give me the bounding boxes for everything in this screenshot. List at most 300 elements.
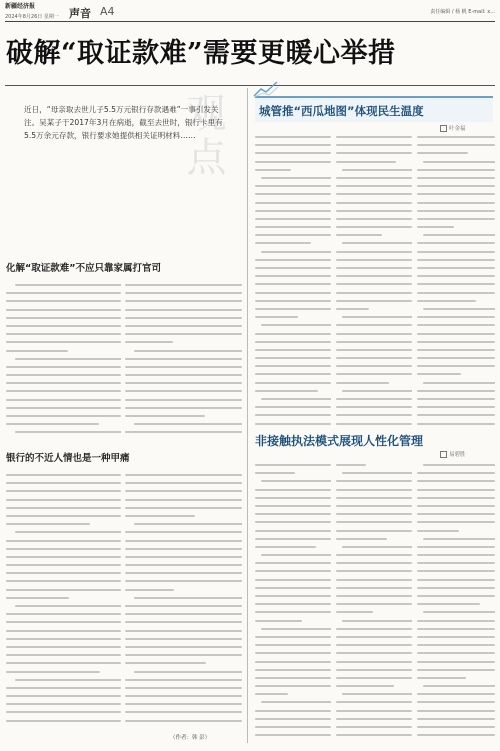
- right-article-2-col-b: [336, 462, 412, 742]
- text-line: [255, 390, 318, 392]
- text-line: [417, 390, 495, 392]
- text-line: [417, 144, 495, 146]
- left-subhead-2: 银行的不近人情也是一种甲痛: [6, 453, 130, 464]
- text-line: [125, 490, 242, 492]
- text-line: [125, 482, 242, 484]
- text-line: [336, 636, 412, 638]
- text-line: [417, 226, 454, 228]
- text-line: [417, 275, 495, 277]
- text-line: [417, 267, 495, 269]
- text-line: [255, 562, 331, 564]
- text-line: [417, 169, 495, 171]
- text-line: [255, 185, 331, 187]
- left-article-1-col-a: [6, 282, 121, 442]
- right-article-2-col-c: [417, 462, 495, 742]
- text-line: [125, 292, 242, 294]
- text-line: [125, 638, 242, 640]
- text-line: [125, 382, 242, 384]
- text-line: [255, 710, 331, 712]
- text-line: [336, 144, 412, 146]
- text-line: [417, 652, 495, 654]
- text-line: [336, 538, 387, 540]
- text-line: [261, 480, 331, 482]
- text-line: [342, 620, 412, 622]
- text-line: [342, 472, 412, 474]
- text-line: [423, 161, 495, 163]
- text-line: [336, 423, 412, 425]
- text-line: [6, 423, 99, 425]
- text-line: [417, 472, 495, 474]
- text-line: [417, 669, 495, 671]
- text-line: [336, 414, 412, 416]
- text-line: [255, 341, 331, 343]
- text-line: [125, 646, 242, 648]
- text-line: [342, 242, 412, 244]
- text-line: [125, 284, 242, 286]
- text-line: [6, 597, 69, 599]
- text-line: [336, 136, 412, 138]
- text-line: [417, 489, 495, 491]
- text-line: [417, 202, 495, 204]
- text-line: [336, 349, 412, 351]
- text-line: [417, 300, 476, 302]
- text-line: [6, 300, 121, 302]
- text-line: [417, 546, 495, 548]
- text-line: [336, 685, 394, 687]
- text-line: [125, 507, 242, 509]
- text-line: [6, 415, 121, 417]
- text-line: [125, 687, 242, 689]
- text-line: [417, 620, 495, 622]
- text-line: [6, 309, 121, 311]
- text-line: [255, 603, 331, 605]
- text-line: [336, 300, 412, 302]
- text-line: [336, 628, 412, 630]
- text-line: [336, 324, 412, 326]
- text-line: [336, 513, 412, 515]
- text-line: [6, 580, 121, 582]
- text-line: [255, 693, 288, 695]
- text-line: [336, 333, 412, 335]
- text-line: [6, 399, 121, 401]
- headline-rule: [5, 85, 495, 86]
- text-line: [417, 185, 495, 187]
- text-line: [125, 374, 242, 376]
- text-line: [255, 472, 295, 474]
- text-line: [336, 398, 412, 400]
- text-line: [255, 365, 331, 367]
- text-line: [6, 325, 121, 327]
- text-line: [6, 317, 121, 319]
- text-line: [417, 530, 459, 532]
- newspaper-logo: 新疆经济报: [5, 3, 36, 10]
- text-line: [255, 275, 331, 277]
- text-line: [134, 350, 242, 352]
- text-line: [261, 554, 331, 556]
- text-line: [6, 490, 121, 492]
- text-line: [6, 333, 121, 335]
- section-name: 声音: [69, 7, 91, 20]
- text-line: [261, 177, 331, 179]
- text-line: [6, 474, 121, 476]
- text-line: [423, 685, 495, 687]
- text-line: [125, 325, 242, 327]
- text-line: [15, 284, 121, 286]
- text-line: [255, 595, 331, 597]
- text-line: [417, 398, 495, 400]
- text-line: [417, 316, 495, 318]
- text-line: [417, 521, 495, 523]
- text-line: [423, 234, 495, 236]
- text-line: [15, 605, 121, 607]
- text-line: [255, 464, 331, 466]
- column-divider: [247, 88, 248, 743]
- text-line: [336, 595, 412, 597]
- text-line: [417, 636, 495, 638]
- text-line: [125, 564, 242, 566]
- right-author-1: 叶金福: [440, 124, 466, 132]
- right-article-1-title: 城管推“西瓜地图”体现民生温度: [259, 104, 424, 118]
- text-line: [336, 530, 412, 532]
- text-line: [336, 210, 412, 212]
- text-line: [342, 169, 412, 171]
- text-line: [6, 720, 121, 722]
- text-line: [336, 505, 412, 507]
- text-line: [336, 283, 412, 285]
- text-line: [336, 259, 412, 261]
- text-line: [125, 415, 205, 417]
- text-line: [255, 333, 331, 335]
- text-line: [336, 734, 412, 736]
- text-line: [417, 644, 495, 646]
- text-line: [6, 621, 121, 623]
- text-line: [336, 677, 412, 679]
- text-line: [255, 579, 331, 581]
- text-line: [342, 693, 412, 695]
- text-line: [417, 562, 495, 564]
- text-line: [255, 406, 331, 408]
- text-line: [336, 718, 412, 720]
- text-line: [336, 177, 412, 179]
- text-line: [336, 341, 412, 343]
- text-line: [336, 587, 412, 589]
- text-line: [255, 316, 298, 318]
- text-line: [255, 218, 331, 220]
- text-line: [336, 234, 382, 236]
- text-line: [255, 546, 316, 548]
- text-line: [255, 652, 331, 654]
- text-line: [336, 554, 412, 556]
- text-line: [255, 226, 331, 228]
- text-line: [6, 711, 121, 713]
- text-line: [417, 357, 495, 359]
- text-line: [417, 505, 495, 507]
- left-article-2-col-a: [6, 472, 121, 730]
- text-line: [255, 669, 331, 671]
- text-line: [336, 161, 396, 163]
- text-line: [6, 407, 121, 409]
- text-line: [6, 540, 121, 542]
- text-line: [417, 341, 495, 343]
- text-line: [255, 292, 331, 294]
- right-article-1-col-a: [255, 134, 331, 430]
- text-line: [255, 308, 331, 310]
- text-line: [125, 630, 242, 632]
- text-line: [255, 677, 331, 679]
- right-author-2: 易碧胜: [440, 450, 466, 458]
- text-line: [125, 399, 242, 401]
- text-line: [417, 218, 495, 220]
- text-line: [125, 358, 242, 360]
- text-line: [417, 570, 495, 572]
- text-line: [255, 570, 331, 572]
- text-line: [255, 587, 331, 589]
- text-line: [255, 644, 331, 646]
- text-line: [336, 669, 412, 671]
- text-line: [255, 161, 331, 163]
- text-line: [125, 720, 242, 722]
- text-line: [336, 521, 412, 523]
- text-line: [336, 185, 412, 187]
- text-line: [336, 726, 412, 728]
- text-line: [6, 374, 121, 376]
- text-line: [125, 662, 206, 664]
- text-line: [255, 169, 291, 171]
- left-article-1-col-b: [125, 282, 242, 442]
- text-line: [261, 398, 331, 400]
- text-line: [15, 531, 121, 533]
- text-line: [255, 497, 331, 499]
- text-line: [6, 366, 121, 368]
- main-headline: 破解“取证款难”需要更暖心举措: [6, 38, 396, 69]
- text-line: [417, 554, 495, 556]
- text-line: [125, 695, 242, 697]
- text-line: [255, 234, 331, 236]
- text-line: [6, 382, 121, 384]
- text-line: [417, 373, 461, 375]
- text-line: [336, 406, 412, 408]
- text-line: [255, 193, 331, 195]
- text-line: [125, 341, 173, 343]
- text-line: [15, 679, 121, 681]
- text-line: [336, 661, 412, 663]
- text-line: [125, 366, 242, 368]
- text-line: [6, 523, 90, 525]
- text-line: [255, 210, 331, 212]
- text-line: [125, 548, 242, 550]
- text-line: [336, 603, 412, 605]
- text-line: [336, 275, 412, 277]
- text-line: [417, 734, 495, 736]
- text-line: [423, 382, 495, 384]
- text-line: [125, 711, 242, 713]
- text-line: [336, 292, 412, 294]
- text-line: [255, 152, 331, 154]
- text-line: [255, 521, 331, 523]
- text-line: [417, 283, 495, 285]
- text-line: [255, 538, 331, 540]
- text-line: [342, 390, 412, 392]
- text-line: [417, 661, 495, 663]
- text-line: [134, 523, 242, 525]
- text-line: [6, 350, 68, 352]
- text-line: [417, 349, 495, 351]
- text-line: [336, 373, 412, 375]
- page-header: [5, 3, 495, 22]
- text-line: [255, 734, 331, 736]
- text-line: [125, 556, 242, 558]
- text-line: [255, 636, 331, 638]
- text-line: [125, 605, 242, 607]
- text-line: [255, 414, 331, 416]
- text-line: [125, 540, 242, 542]
- text-line: [125, 300, 242, 302]
- text-line: [6, 556, 121, 558]
- text-line: [125, 613, 242, 615]
- text-line: [336, 357, 412, 359]
- right-article-2-title: 非接触执法模式展现人性化管理: [255, 434, 424, 448]
- text-line: [255, 349, 331, 351]
- text-line: [342, 316, 412, 318]
- text-line: [125, 431, 242, 433]
- text-line: [336, 152, 412, 154]
- text-line: [125, 703, 242, 705]
- intro-watermark: 观点: [180, 92, 226, 180]
- text-line: [125, 474, 242, 476]
- text-line: [417, 701, 495, 703]
- text-line: [134, 423, 242, 425]
- text-line: [417, 177, 495, 179]
- text-line: [255, 136, 331, 138]
- text-line: [417, 693, 495, 695]
- text-line: [6, 499, 121, 501]
- text-line: [6, 613, 121, 615]
- text-line: [336, 251, 412, 253]
- author-box-icon: [440, 125, 447, 132]
- text-line: [336, 701, 412, 703]
- text-line: [134, 671, 242, 673]
- left-subhead-1: 化解“取证款难”不应只靠家属打官司: [6, 263, 161, 274]
- text-line: [255, 202, 331, 204]
- text-line: [423, 464, 495, 466]
- text-line: [6, 630, 121, 632]
- right-article-2-col-a: [255, 462, 331, 742]
- text-line: [255, 423, 331, 425]
- text-line: [6, 671, 100, 673]
- left-article-2-col-b: [125, 472, 242, 728]
- text-line: [125, 309, 242, 311]
- text-line: [417, 242, 495, 244]
- text-line: [255, 357, 331, 359]
- text-line: [6, 572, 121, 574]
- text-line: [336, 267, 412, 269]
- text-line: [255, 283, 331, 285]
- header-editor-info: 责任编辑 / 杨 帆 E-mail: x...: [430, 9, 495, 15]
- text-line: [134, 597, 242, 599]
- text-line: [255, 611, 331, 613]
- text-line: [6, 564, 121, 566]
- text-line: [417, 595, 495, 597]
- text-line: [336, 710, 412, 712]
- text-line: [423, 308, 495, 310]
- text-line: [417, 423, 495, 425]
- text-line: [125, 531, 242, 533]
- text-line: [125, 580, 242, 582]
- text-line: [417, 603, 480, 605]
- text-line: [336, 562, 412, 564]
- text-line: [417, 333, 495, 335]
- text-line: [255, 267, 331, 269]
- text-line: [423, 611, 495, 613]
- text-line: [417, 251, 495, 253]
- text-line: [6, 482, 121, 484]
- text-line: [6, 695, 121, 697]
- text-line: [6, 687, 121, 689]
- text-line: [15, 358, 121, 360]
- text-line: [336, 382, 389, 384]
- text-line: [417, 718, 495, 720]
- text-line: [125, 654, 242, 656]
- text-line: [125, 407, 242, 409]
- text-line: [255, 373, 331, 375]
- text-line: [417, 292, 495, 294]
- rising-lines-icon: [253, 80, 279, 98]
- text-line: [6, 589, 121, 591]
- text-line: [6, 548, 121, 550]
- text-line: [6, 662, 121, 664]
- text-line: [15, 431, 121, 433]
- text-line: [261, 324, 331, 326]
- text-line: [417, 480, 495, 482]
- text-line: [255, 685, 331, 687]
- author-box-icon: [440, 451, 447, 458]
- text-line: [336, 226, 412, 228]
- text-line: [255, 620, 302, 622]
- text-line: [125, 621, 242, 623]
- text-line: [6, 638, 121, 640]
- text-line: [336, 365, 412, 367]
- text-line: [255, 718, 331, 720]
- text-line: [417, 259, 495, 261]
- text-line: [255, 513, 331, 515]
- text-line: [6, 646, 121, 648]
- text-line: [417, 210, 495, 212]
- text-line: [6, 654, 121, 656]
- text-line: [125, 679, 242, 681]
- page-number: A4: [100, 5, 115, 18]
- text-line: [336, 489, 412, 491]
- text-line: [6, 390, 121, 392]
- left-byline: （作者：韩 彭）: [170, 735, 211, 741]
- text-line: [255, 505, 331, 507]
- text-line: [6, 703, 121, 705]
- text-line: [255, 382, 331, 384]
- right-article-1-col-b: [336, 134, 412, 430]
- text-line: [417, 587, 495, 589]
- text-line: [336, 218, 412, 220]
- text-line: [255, 300, 331, 302]
- text-line: [125, 390, 242, 392]
- text-line: [417, 152, 468, 154]
- text-line: [125, 589, 174, 591]
- text-line: [423, 538, 495, 540]
- text-line: [255, 144, 331, 146]
- text-line: [255, 661, 331, 663]
- text-line: [417, 677, 466, 679]
- text-line: [261, 628, 331, 630]
- text-line: [6, 515, 121, 517]
- text-line: [6, 507, 121, 509]
